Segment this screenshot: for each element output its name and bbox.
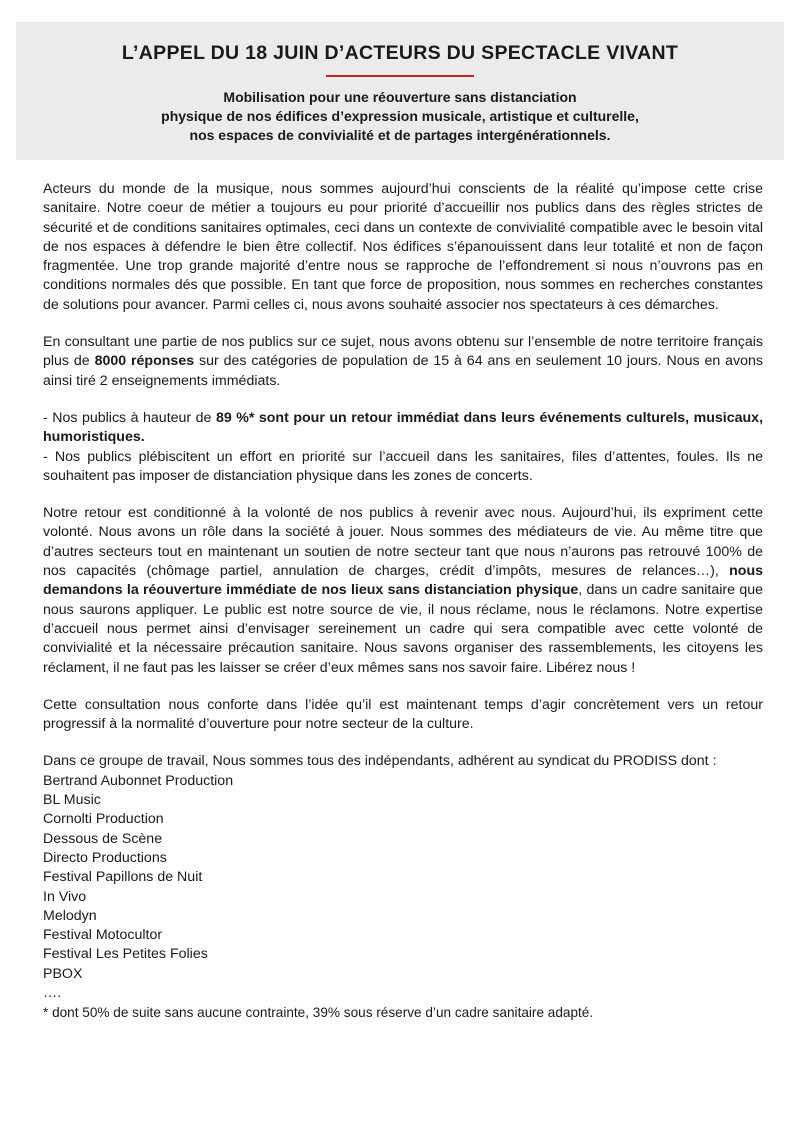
paragraph-group: Dans ce groupe de travail, Nous sommes tous des indépendants, adhérent au syndicat du PRODISS dont : <box>43 753 717 770</box>
paragraph-intro: Acteurs du monde de la musique, nous sommes aujourd’hui conscients de la réalité qu’impose cette crise sanitaire. Notre coeur de métier a toujours eu pour priorité d’accueillir nos publics dans des règles strictes de sécurité et de conditions sanitaires optimales, ceci dans un contexte de convivialité compatible avec le besoin vital de nos espaces à défendre le bien être collectif. Nos édifices s’épanouissent dans leur totalité et non de façon fragmentée. Une trop grande majorité d’entre nous se rapproche de l’effondrement si nous n’ouvrons pas en conditions normales dés que possible. En tant que force de proposition, nous sommes en recherches constantes de solutions pour avancer. Parmi celles ci, nous avons souhaité associer nos spectateurs à ces démarches. <box>43 181 763 313</box>
member-item: Festival Motocultor <box>43 927 163 944</box>
member-item: BL Music <box>43 792 101 809</box>
member-item: Bertrand Aubonnet Production <box>43 772 234 789</box>
member-item: Festival Les Petites Folies <box>43 946 208 963</box>
paragraph-findings-2: - Nos publics plébiscitent un effort en priorité sur l’accueil dans les sanitaires, files d’attentes, foules. Ils ne souhaitent pas imposer de distanciation physique dans les zones de concerts. <box>43 448 763 484</box>
header-banner <box>16 22 784 160</box>
page-title: L’APPEL DU 18 JUIN D’ACTEURS DU SPECTACLE VIVANT <box>121 42 679 64</box>
member-item: Directo Productions <box>43 849 167 866</box>
member-item: Melodyn <box>43 907 97 924</box>
paragraph-demand <box>43 504 763 678</box>
member-item: …. <box>43 984 62 1001</box>
paragraph-findings-1 <box>43 409 763 448</box>
letter-body <box>43 180 763 1023</box>
title-underline <box>326 75 474 77</box>
subtitle <box>16 88 784 145</box>
bold-demand: nous demandons la réouverture immédiate de nos lieux sans distanciation physique <box>43 563 763 599</box>
subtitle-line: Mobilisation pour une réouverture sans distanciation <box>223 89 577 105</box>
member-list <box>43 772 763 1004</box>
text-span: En consultant une partie de nos publics sur ce sujet, nous avons obtenu sur l’ensemble de notre territoire français plus de <box>43 334 763 370</box>
member-item: PBOX <box>43 965 83 982</box>
bold-responses: 8000 réponses <box>94 353 195 370</box>
text-span: sur des catégories de population de 15 à 64 ans en seulement 10 jours. Nous en avons ainsi tiré 2 enseignements immédiats. <box>43 353 763 389</box>
paragraph-consultation <box>43 333 763 391</box>
member-item: Cornolti Production <box>43 811 164 828</box>
member-item: In Vivo <box>43 888 87 905</box>
bold-finding: 89 %* sont pour un retour immédiat dans leurs événements culturels, musicaux, humoristiques. <box>43 409 764 446</box>
footnote: * dont 50% de suite sans aucune contrainte, 39% sous réserve d’un cadre sanitaire adapté. <box>43 1005 594 1021</box>
text-span: , dans un cadre sanitaire que nous saurons appliquer. Le public est notre source de vie, il nous réclame, nous le réclamons. Notre expertise d’accueil nous permet ainsi d’envisager sereinement un cadre qui sera compatible avec cette volonté de convivialité et la nécessaire précaution sanitaire. Nous savons organiser des rassemblements, les citoyens les réclament, il ne faut pas les laisser se créer d’eux mêmes sans nos savoir faire. Libérez nous ! <box>43 582 763 676</box>
member-item: Festival Papillons de Nuit <box>43 869 203 886</box>
member-item: Dessous de Scène <box>43 830 163 847</box>
text-span: Notre retour est conditionné à la volonté de nos publics à revenir avec nous. Aujourd’hui, ils expriment cette volonté. Nous avons un rôle dans la société à jouer. Nous sommes des médiateurs de vie. Au même titre que d’autres secteurs tout en maintenant un soutien de notre secteur tant que nous n’aurons pas retrouvé 100% de nos capacités (chômage partiel, annulation de charges, crédit d’impôts, mesures de relances…), <box>43 505 763 580</box>
text-span: - Nos publics à hauteur de <box>43 409 216 426</box>
paragraph-conclusion: Cette consultation nous conforte dans l’idée qu’il est maintenant temps d’agir concrètement vers un retour progressif à la normalité d’ouverture pour notre secteur de la culture. <box>43 696 763 733</box>
subtitle-line: nos espaces de convivialité et de partages intergénérationnels. <box>189 127 611 143</box>
subtitle-line: physique de nos édifices d’expression musicale, artistique et culturelle, <box>161 108 639 124</box>
